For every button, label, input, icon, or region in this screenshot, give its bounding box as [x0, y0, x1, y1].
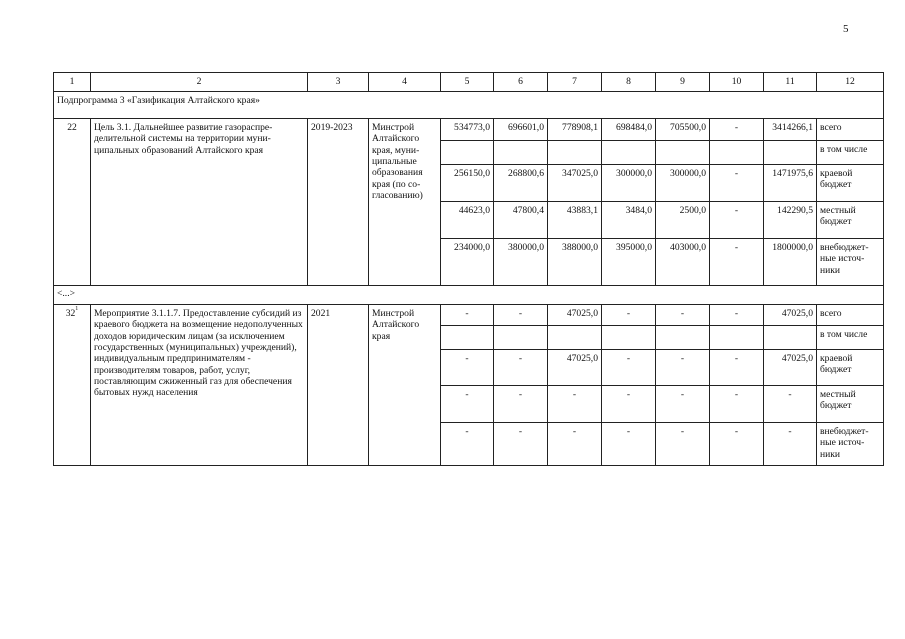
amount-cell: - [494, 386, 548, 423]
header-cell: 1 [54, 73, 91, 92]
amount-cell: - [548, 386, 602, 423]
amount-cell: 44623,0 [441, 202, 494, 239]
header-cell: 5 [441, 73, 494, 92]
measure-description: Мероприятие 3.1.1.7. Предоставление субсидий из краевого бюджета на возмещение недополученных доходов юридическим лицам (за исключением государственных (муниципальных) учреждений), индивидуальным предпринимателям - производителям товаров, работ, услуг, поставляющим сжиженный газ для обеспечения бытовых нужд населения [91, 305, 308, 466]
row-number-superscript: 1 [75, 306, 79, 312]
header-cell: 4 [369, 73, 441, 92]
amount-cell: - [441, 386, 494, 423]
amount-cell: - [764, 423, 817, 466]
amount-cell: 1800000,0 [764, 239, 817, 286]
amount-cell: - [656, 350, 710, 386]
amount-cell: - [710, 386, 764, 423]
amount-cell: - [602, 423, 656, 466]
funding-source-label: в том числе [817, 141, 884, 165]
amount-cell: 300000,0 [656, 165, 710, 202]
header-row [54, 73, 884, 92]
amount-cell [710, 141, 764, 165]
amount-cell: 380000,0 [494, 239, 548, 286]
header-cell: 8 [602, 73, 656, 92]
amount-cell: 256150,0 [441, 165, 494, 202]
amount-cell: - [710, 202, 764, 239]
amount-cell: - [441, 305, 494, 326]
amount-cell [602, 326, 656, 350]
amount-cell: 47025,0 [764, 350, 817, 386]
amount-cell: 3414266,1 [764, 119, 817, 141]
amount-cell [441, 141, 494, 165]
amount-cell: - [764, 386, 817, 423]
amount-cell: - [656, 386, 710, 423]
header-cell: 3 [308, 73, 369, 92]
amount-cell [656, 326, 710, 350]
section-title: Подпрограмма 3 «Газификация Алтайского края» [54, 92, 884, 119]
amount-cell: 300000,0 [602, 165, 656, 202]
amount-cell: 234000,0 [441, 239, 494, 286]
amount-cell: - [602, 386, 656, 423]
amount-cell: 778908,1 [548, 119, 602, 141]
amount-cell: - [548, 423, 602, 466]
amount-cell: - [602, 305, 656, 326]
header-cell: 9 [656, 73, 710, 92]
page-number: 5 [843, 23, 849, 35]
amount-cell: 142290,5 [764, 202, 817, 239]
funding-source-label: всего [817, 119, 884, 141]
amount-cell [764, 326, 817, 350]
amount-cell: - [656, 305, 710, 326]
amount-cell: 47025,0 [548, 305, 602, 326]
amount-cell [548, 141, 602, 165]
amount-cell: - [441, 423, 494, 466]
row-number-text: 32 [65, 308, 76, 319]
funding-source-label: местный бюджет [817, 202, 884, 239]
amount-cell: 47800,4 [494, 202, 548, 239]
amount-cell: 47025,0 [764, 305, 817, 326]
header-cell: 10 [710, 73, 764, 92]
row-number-text: 22 [67, 122, 77, 133]
amount-cell: 705500,0 [656, 119, 710, 141]
amount-cell: - [656, 423, 710, 466]
responsible-executor: Минстрой Алтайского края [369, 305, 441, 466]
implementation-period: 2021 [308, 305, 369, 466]
funding-source-label: краевой бюджет [817, 350, 884, 386]
amount-cell: 696601,0 [494, 119, 548, 141]
amount-cell: - [494, 350, 548, 386]
measure-description: Цель 3.1. Дальнейшее развитие газораспределительной системы на территории муниципальных образований Алтайского края [91, 119, 308, 286]
amount-cell: 43883,1 [548, 202, 602, 239]
amount-cell [548, 326, 602, 350]
amount-cell: 534773,0 [441, 119, 494, 141]
funding-source-label: в том числе [817, 326, 884, 350]
amount-cell: - [710, 239, 764, 286]
amount-cell: - [710, 423, 764, 466]
amount-cell: - [710, 165, 764, 202]
amount-cell: - [710, 350, 764, 386]
amount-cell: - [602, 350, 656, 386]
row-22-group [54, 119, 884, 286]
amount-cell [494, 326, 548, 350]
row-32-group [54, 305, 884, 466]
ellipsis-row [54, 286, 884, 305]
header-cell: 12 [817, 73, 884, 92]
amount-cell: - [710, 119, 764, 141]
amount-cell: 395000,0 [602, 239, 656, 286]
amount-cell [656, 141, 710, 165]
responsible-executor: Минстрой Алтайского края, муниципальные образования края (по согласованию) [369, 119, 441, 286]
header-cell: 2 [91, 73, 308, 92]
amount-cell: 388000,0 [548, 239, 602, 286]
amount-cell: 347025,0 [548, 165, 602, 202]
amount-cell [710, 326, 764, 350]
amount-cell [764, 141, 817, 165]
amount-cell: 268800,6 [494, 165, 548, 202]
header-cell: 11 [764, 73, 817, 92]
amount-cell: 1471975,6 [764, 165, 817, 202]
amount-cell [441, 326, 494, 350]
header-cell: 7 [548, 73, 602, 92]
amount-cell [494, 141, 548, 165]
amount-cell: 403000,0 [656, 239, 710, 286]
amount-cell: 47025,0 [548, 350, 602, 386]
row-number [54, 119, 91, 286]
funding-source-label: всего [817, 305, 884, 326]
funding-source-label: местный бюджет [817, 386, 884, 423]
funding-source-label: внебюджетные источники [817, 239, 884, 286]
amount-cell: 698484,0 [602, 119, 656, 141]
amount-cell [602, 141, 656, 165]
section-row [54, 92, 884, 119]
ellipsis-marker: <...> [54, 286, 884, 305]
amount-cell: - [710, 305, 764, 326]
funding-source-label: внебюджетные источники [817, 423, 884, 466]
funding-source-label: краевой бюджет [817, 165, 884, 202]
amount-cell: - [494, 423, 548, 466]
row-number [54, 305, 91, 466]
table-row [54, 305, 884, 326]
table-row [54, 119, 884, 141]
program-table [53, 72, 884, 466]
amount-cell: - [441, 350, 494, 386]
amount-cell: - [494, 305, 548, 326]
amount-cell: 3484,0 [602, 202, 656, 239]
implementation-period: 2019-2023 [308, 119, 369, 286]
header-cell: 6 [494, 73, 548, 92]
amount-cell: 2500,0 [656, 202, 710, 239]
